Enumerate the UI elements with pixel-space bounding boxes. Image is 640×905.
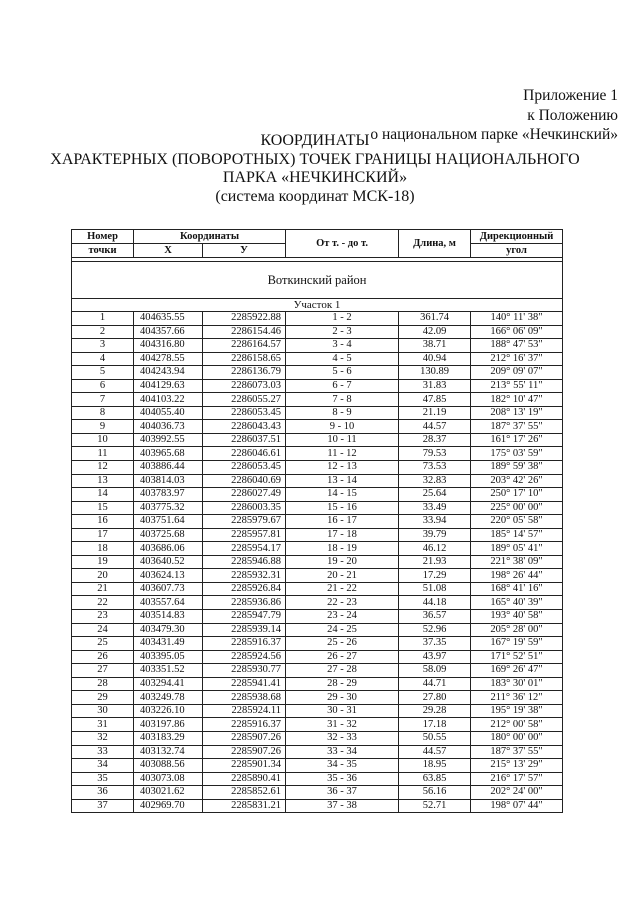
table-row bbox=[72, 569, 563, 583]
title-line-1: КООРДИНАТЫ bbox=[260, 132, 370, 149]
segment-cell: 11 - 12 bbox=[286, 447, 399, 461]
point-number-cell: 2 bbox=[72, 325, 134, 339]
segment-cell: 6 - 7 bbox=[286, 379, 399, 393]
direction-angle-cell: 171° 52' 51" bbox=[471, 650, 563, 664]
point-number-cell: 9 bbox=[72, 420, 134, 434]
coord-y-cell: 2285926.84 bbox=[203, 582, 286, 596]
coord-x-cell: 403088.56 bbox=[134, 759, 203, 773]
coord-x-cell: 404243.94 bbox=[134, 366, 203, 380]
table-row bbox=[72, 691, 563, 705]
direction-angle-cell: 202° 24' 00" bbox=[471, 786, 563, 800]
appendix-line-3: о национальном парке «Нечкинский» bbox=[370, 126, 618, 143]
point-number-cell: 37 bbox=[72, 799, 134, 813]
point-number-cell: 11 bbox=[72, 447, 134, 461]
table-row bbox=[72, 325, 563, 339]
point-number-cell: 24 bbox=[72, 623, 134, 637]
length-cell: 58.09 bbox=[399, 664, 471, 678]
table-row bbox=[72, 488, 563, 502]
section-row: Участок 1 bbox=[72, 299, 563, 312]
direction-angle-cell: 193° 40' 58" bbox=[471, 610, 563, 624]
coord-y-cell: 2286046.61 bbox=[203, 447, 286, 461]
segment-cell: 23 - 24 bbox=[286, 610, 399, 624]
table-row bbox=[72, 447, 563, 461]
segment-cell: 34 - 35 bbox=[286, 759, 399, 773]
table-row bbox=[72, 515, 563, 529]
segment-cell: 7 - 8 bbox=[286, 393, 399, 407]
segment-cell: 18 - 19 bbox=[286, 542, 399, 556]
segment-cell: 8 - 9 bbox=[286, 406, 399, 420]
length-cell: 29.28 bbox=[399, 704, 471, 718]
direction-angle-cell: 166° 06' 09" bbox=[471, 325, 563, 339]
segment-cell: 22 - 23 bbox=[286, 596, 399, 610]
table-row bbox=[72, 799, 563, 813]
direction-angle-cell: 221° 38' 09" bbox=[471, 555, 563, 569]
length-cell: 63.85 bbox=[399, 772, 471, 786]
segment-cell: 3 - 4 bbox=[286, 339, 399, 353]
coord-y-cell: 2285922.88 bbox=[203, 312, 286, 326]
coord-y-cell: 2285938.68 bbox=[203, 691, 286, 705]
length-cell: 21.93 bbox=[399, 555, 471, 569]
length-cell: 130.89 bbox=[399, 366, 471, 380]
segment-cell: 14 - 15 bbox=[286, 488, 399, 502]
length-cell: 44.71 bbox=[399, 677, 471, 691]
coord-y-cell: 2286053.45 bbox=[203, 406, 286, 420]
coord-y-cell: 2285930.77 bbox=[203, 664, 286, 678]
direction-angle-cell: 195° 19' 38" bbox=[471, 704, 563, 718]
segment-cell: 27 - 28 bbox=[286, 664, 399, 678]
length-cell: 39.79 bbox=[399, 528, 471, 542]
length-cell: 52.71 bbox=[399, 799, 471, 813]
direction-angle-cell: 216° 17' 57" bbox=[471, 772, 563, 786]
direction-angle-cell: 198° 26' 44" bbox=[471, 569, 563, 583]
segment-cell: 1 - 2 bbox=[286, 312, 399, 326]
segment-cell: 30 - 31 bbox=[286, 704, 399, 718]
segment-cell: 17 - 18 bbox=[286, 528, 399, 542]
table-row bbox=[72, 379, 563, 393]
table-row bbox=[72, 582, 563, 596]
coord-y-cell: 2285941.41 bbox=[203, 677, 286, 691]
length-cell: 33.94 bbox=[399, 515, 471, 529]
point-number-cell: 17 bbox=[72, 528, 134, 542]
direction-angle-cell: 140° 11' 38" bbox=[471, 312, 563, 326]
segment-cell: 35 - 36 bbox=[286, 772, 399, 786]
length-cell: 17.29 bbox=[399, 569, 471, 583]
coord-y-cell: 2285901.34 bbox=[203, 759, 286, 773]
table-row bbox=[72, 745, 563, 759]
coord-y-cell: 2286164.57 bbox=[203, 339, 286, 353]
coord-y-cell: 2286154.46 bbox=[203, 325, 286, 339]
coord-x-cell: 403073.08 bbox=[134, 772, 203, 786]
table-row bbox=[72, 623, 563, 637]
segment-cell: 5 - 6 bbox=[286, 366, 399, 380]
coord-x-cell: 403514.83 bbox=[134, 610, 203, 624]
length-cell: 361.74 bbox=[399, 312, 471, 326]
length-cell: 36.57 bbox=[399, 610, 471, 624]
coord-x-cell: 403557.64 bbox=[134, 596, 203, 610]
coord-x-cell: 404055.40 bbox=[134, 406, 203, 420]
coord-y-cell: 2286003.35 bbox=[203, 501, 286, 515]
table-row bbox=[72, 461, 563, 475]
point-number-cell: 34 bbox=[72, 759, 134, 773]
coord-y-cell: 2285916.37 bbox=[203, 718, 286, 732]
segment-cell: 36 - 37 bbox=[286, 786, 399, 800]
point-number-cell: 36 bbox=[72, 786, 134, 800]
coord-y-cell: 2285924.11 bbox=[203, 704, 286, 718]
point-number-cell: 3 bbox=[72, 339, 134, 353]
header-angle-top: Дирекционный bbox=[471, 230, 563, 244]
coord-x-cell: 404316.80 bbox=[134, 339, 203, 353]
segment-cell: 25 - 26 bbox=[286, 637, 399, 651]
segment-cell: 2 - 3 bbox=[286, 325, 399, 339]
coord-x-cell: 403725.68 bbox=[134, 528, 203, 542]
header-x: X bbox=[134, 244, 203, 258]
direction-angle-cell: 198° 07' 44" bbox=[471, 799, 563, 813]
title-line-2: ХАРАКТЕРНЫХ (ПОВОРОТНЫХ) ТОЧЕК ГРАНИЦЫ НАЦИОНАЛЬНОГО bbox=[50, 150, 580, 168]
document-title bbox=[0, 132, 630, 206]
coord-x-cell: 403686.06 bbox=[134, 542, 203, 556]
table-row bbox=[72, 596, 563, 610]
coord-y-cell: 2285957.81 bbox=[203, 528, 286, 542]
coord-y-cell: 2285947.79 bbox=[203, 610, 286, 624]
point-number-cell: 14 bbox=[72, 488, 134, 502]
length-cell: 38.71 bbox=[399, 339, 471, 353]
coord-x-cell: 403992.55 bbox=[134, 433, 203, 447]
coord-x-cell: 403965.68 bbox=[134, 447, 203, 461]
table-row bbox=[72, 610, 563, 624]
point-number-cell: 33 bbox=[72, 745, 134, 759]
point-number-cell: 31 bbox=[72, 718, 134, 732]
header-number-top: Номер bbox=[72, 230, 134, 244]
table-row bbox=[72, 664, 563, 678]
table-row bbox=[72, 718, 563, 732]
segment-cell: 19 - 20 bbox=[286, 555, 399, 569]
direction-angle-cell: 175° 03' 59" bbox=[471, 447, 563, 461]
coord-y-cell: 2285939.14 bbox=[203, 623, 286, 637]
point-number-cell: 7 bbox=[72, 393, 134, 407]
coord-x-cell: 403021.62 bbox=[134, 786, 203, 800]
length-cell: 44.57 bbox=[399, 745, 471, 759]
coord-y-cell: 2286040.69 bbox=[203, 474, 286, 488]
coord-x-cell: 403431.49 bbox=[134, 637, 203, 651]
coord-x-cell: 403607.73 bbox=[134, 582, 203, 596]
table-row bbox=[72, 677, 563, 691]
direction-angle-cell: 161° 17' 26" bbox=[471, 433, 563, 447]
length-cell: 21.19 bbox=[399, 406, 471, 420]
coord-x-cell: 403886.44 bbox=[134, 461, 203, 475]
coord-y-cell: 2286158.65 bbox=[203, 352, 286, 366]
coord-x-cell: 404278.55 bbox=[134, 352, 203, 366]
coord-y-cell: 2285890.41 bbox=[203, 772, 286, 786]
title-line-4: (система координат МСК-18) bbox=[215, 187, 415, 205]
coord-x-cell: 403294.41 bbox=[134, 677, 203, 691]
segment-cell: 26 - 27 bbox=[286, 650, 399, 664]
length-cell: 52.96 bbox=[399, 623, 471, 637]
header-length: Длина, м bbox=[399, 230, 471, 258]
coord-y-cell: 2286073.03 bbox=[203, 379, 286, 393]
district-row: Воткинский район bbox=[72, 262, 563, 299]
coord-x-cell: 404129.63 bbox=[134, 379, 203, 393]
direction-angle-cell: 185° 14' 57" bbox=[471, 528, 563, 542]
segment-cell: 29 - 30 bbox=[286, 691, 399, 705]
table-row bbox=[72, 759, 563, 773]
direction-angle-cell: 187° 37' 55" bbox=[471, 420, 563, 434]
table-row bbox=[72, 474, 563, 488]
coord-x-cell: 403814.03 bbox=[134, 474, 203, 488]
point-number-cell: 15 bbox=[72, 501, 134, 515]
table-row bbox=[72, 352, 563, 366]
length-cell: 33.49 bbox=[399, 501, 471, 515]
length-cell: 47.85 bbox=[399, 393, 471, 407]
segment-cell: 32 - 33 bbox=[286, 731, 399, 745]
segment-cell: 15 - 16 bbox=[286, 501, 399, 515]
direction-angle-cell: 180° 00' 00" bbox=[471, 731, 563, 745]
table-row bbox=[72, 420, 563, 434]
length-cell: 27.80 bbox=[399, 691, 471, 705]
point-number-cell: 21 bbox=[72, 582, 134, 596]
table-row bbox=[72, 312, 563, 326]
length-cell: 50.55 bbox=[399, 731, 471, 745]
coordinates-table bbox=[71, 229, 563, 813]
point-number-cell: 29 bbox=[72, 691, 134, 705]
segment-cell: 4 - 5 bbox=[286, 352, 399, 366]
coord-y-cell: 2285924.56 bbox=[203, 650, 286, 664]
coord-y-cell: 2286055.27 bbox=[203, 393, 286, 407]
table-row bbox=[72, 433, 563, 447]
point-number-cell: 5 bbox=[72, 366, 134, 380]
header-number-bottom: точки bbox=[72, 244, 134, 258]
table-body bbox=[72, 312, 563, 813]
coord-y-cell: 2285954.17 bbox=[203, 542, 286, 556]
header-segment: От т. - до т. bbox=[286, 230, 399, 258]
point-number-cell: 28 bbox=[72, 677, 134, 691]
point-number-cell: 10 bbox=[72, 433, 134, 447]
length-cell: 28.37 bbox=[399, 433, 471, 447]
coord-x-cell: 403249.78 bbox=[134, 691, 203, 705]
length-cell: 40.94 bbox=[399, 352, 471, 366]
coord-x-cell: 403226.10 bbox=[134, 704, 203, 718]
table-row bbox=[72, 406, 563, 420]
direction-angle-cell: 209° 09' 07" bbox=[471, 366, 563, 380]
direction-angle-cell: 220° 05' 58" bbox=[471, 515, 563, 529]
length-cell: 18.95 bbox=[399, 759, 471, 773]
point-number-cell: 35 bbox=[72, 772, 134, 786]
direction-angle-cell: 183° 30' 01" bbox=[471, 677, 563, 691]
table-row bbox=[72, 501, 563, 515]
length-cell: 43.97 bbox=[399, 650, 471, 664]
coord-x-cell: 404103.22 bbox=[134, 393, 203, 407]
table-row bbox=[72, 786, 563, 800]
direction-angle-cell: 208° 13' 19" bbox=[471, 406, 563, 420]
length-cell: 56.16 bbox=[399, 786, 471, 800]
point-number-cell: 23 bbox=[72, 610, 134, 624]
coord-y-cell: 2286043.43 bbox=[203, 420, 286, 434]
segment-cell: 12 - 13 bbox=[286, 461, 399, 475]
header-y: У bbox=[203, 244, 286, 258]
length-cell: 17.18 bbox=[399, 718, 471, 732]
direction-angle-cell: 212° 00' 58" bbox=[471, 718, 563, 732]
coord-y-cell: 2285936.86 bbox=[203, 596, 286, 610]
segment-cell: 31 - 32 bbox=[286, 718, 399, 732]
direction-angle-cell: 167° 19' 59" bbox=[471, 637, 563, 651]
coord-x-cell: 404357.66 bbox=[134, 325, 203, 339]
length-cell: 31.83 bbox=[399, 379, 471, 393]
length-cell: 37.35 bbox=[399, 637, 471, 651]
direction-angle-cell: 215° 13' 29" bbox=[471, 759, 563, 773]
point-number-cell: 25 bbox=[72, 637, 134, 651]
table-row bbox=[72, 704, 563, 718]
table-row bbox=[72, 528, 563, 542]
coord-y-cell: 2286027.49 bbox=[203, 488, 286, 502]
table-row bbox=[72, 650, 563, 664]
coord-y-cell: 2286037.51 bbox=[203, 433, 286, 447]
direction-angle-cell: 187° 37' 55" bbox=[471, 745, 563, 759]
coord-x-cell: 403783.97 bbox=[134, 488, 203, 502]
coord-x-cell: 403751.64 bbox=[134, 515, 203, 529]
length-cell: 44.18 bbox=[399, 596, 471, 610]
direction-angle-cell: 213° 55' 11" bbox=[471, 379, 563, 393]
direction-angle-cell: 189° 59' 38" bbox=[471, 461, 563, 475]
direction-angle-cell: 203° 42' 26" bbox=[471, 474, 563, 488]
direction-angle-cell: 169° 26' 47" bbox=[471, 664, 563, 678]
title-line-3: ПАРКА «НЕЧКИНСКИЙ» bbox=[222, 169, 408, 186]
segment-cell: 10 - 11 bbox=[286, 433, 399, 447]
coord-x-cell: 403479.30 bbox=[134, 623, 203, 637]
length-cell: 51.08 bbox=[399, 582, 471, 596]
point-number-cell: 30 bbox=[72, 704, 134, 718]
point-number-cell: 18 bbox=[72, 542, 134, 556]
direction-angle-cell: 212° 16' 37" bbox=[471, 352, 563, 366]
coord-y-cell: 2285979.67 bbox=[203, 515, 286, 529]
coord-x-cell: 403640.52 bbox=[134, 555, 203, 569]
length-cell: 25.64 bbox=[399, 488, 471, 502]
length-cell: 79.53 bbox=[399, 447, 471, 461]
point-number-cell: 19 bbox=[72, 555, 134, 569]
length-cell: 46.12 bbox=[399, 542, 471, 556]
segment-cell: 16 - 17 bbox=[286, 515, 399, 529]
segment-cell: 33 - 34 bbox=[286, 745, 399, 759]
coord-y-cell: 2286136.79 bbox=[203, 366, 286, 380]
coord-y-cell: 2286053.45 bbox=[203, 461, 286, 475]
coord-y-cell: 2285831.21 bbox=[203, 799, 286, 813]
header-angle-bottom: угол bbox=[471, 244, 563, 258]
point-number-cell: 4 bbox=[72, 352, 134, 366]
coord-x-cell: 402969.70 bbox=[134, 799, 203, 813]
appendix-line-2: к Положению bbox=[527, 106, 618, 124]
point-number-cell: 12 bbox=[72, 461, 134, 475]
coord-x-cell: 404635.55 bbox=[134, 312, 203, 326]
coord-x-cell: 403395.05 bbox=[134, 650, 203, 664]
segment-cell: 21 - 22 bbox=[286, 582, 399, 596]
segment-cell: 28 - 29 bbox=[286, 677, 399, 691]
point-number-cell: 26 bbox=[72, 650, 134, 664]
table-row bbox=[72, 731, 563, 745]
segment-cell: 9 - 10 bbox=[286, 420, 399, 434]
direction-angle-cell: 182° 10' 47" bbox=[471, 393, 563, 407]
direction-angle-cell: 189° 05' 41" bbox=[471, 542, 563, 556]
coord-y-cell: 2285907.26 bbox=[203, 745, 286, 759]
coord-x-cell: 404036.73 bbox=[134, 420, 203, 434]
coord-y-cell: 2285852.61 bbox=[203, 786, 286, 800]
segment-cell: 20 - 21 bbox=[286, 569, 399, 583]
coord-x-cell: 403197.86 bbox=[134, 718, 203, 732]
table-row bbox=[72, 637, 563, 651]
direction-angle-cell: 205° 28' 00" bbox=[471, 623, 563, 637]
point-number-cell: 32 bbox=[72, 731, 134, 745]
point-number-cell: 27 bbox=[72, 664, 134, 678]
direction-angle-cell: 165° 40' 39" bbox=[471, 596, 563, 610]
point-number-cell: 1 bbox=[72, 312, 134, 326]
coord-x-cell: 403775.32 bbox=[134, 501, 203, 515]
direction-angle-cell: 250° 17' 10" bbox=[471, 488, 563, 502]
length-cell: 44.57 bbox=[399, 420, 471, 434]
point-number-cell: 13 bbox=[72, 474, 134, 488]
direction-angle-cell: 225° 00' 00" bbox=[471, 501, 563, 515]
table-row bbox=[72, 772, 563, 786]
appendix-line-1: Приложение 1 bbox=[523, 87, 618, 104]
point-number-cell: 20 bbox=[72, 569, 134, 583]
header-coordinates: Координаты bbox=[134, 230, 286, 244]
point-number-cell: 8 bbox=[72, 406, 134, 420]
point-number-cell: 6 bbox=[72, 379, 134, 393]
direction-angle-cell: 188° 47' 53" bbox=[471, 339, 563, 353]
table-row bbox=[72, 542, 563, 556]
length-cell: 42.09 bbox=[399, 325, 471, 339]
table-row bbox=[72, 393, 563, 407]
table-row bbox=[72, 366, 563, 380]
coord-y-cell: 2285932.31 bbox=[203, 569, 286, 583]
segment-cell: 13 - 14 bbox=[286, 474, 399, 488]
point-number-cell: 16 bbox=[72, 515, 134, 529]
length-cell: 73.53 bbox=[399, 461, 471, 475]
segment-cell: 37 - 38 bbox=[286, 799, 399, 813]
length-cell: 32.83 bbox=[399, 474, 471, 488]
point-number-cell: 22 bbox=[72, 596, 134, 610]
direction-angle-cell: 211° 36' 12" bbox=[471, 691, 563, 705]
coord-x-cell: 403351.52 bbox=[134, 664, 203, 678]
coord-y-cell: 2285916.37 bbox=[203, 637, 286, 651]
segment-cell: 24 - 25 bbox=[286, 623, 399, 637]
coord-y-cell: 2285946.88 bbox=[203, 555, 286, 569]
coord-x-cell: 403132.74 bbox=[134, 745, 203, 759]
coord-x-cell: 403183.29 bbox=[134, 731, 203, 745]
direction-angle-cell: 168° 41' 16" bbox=[471, 582, 563, 596]
coord-x-cell: 403624.13 bbox=[134, 569, 203, 583]
coord-y-cell: 2285907.26 bbox=[203, 731, 286, 745]
table-row bbox=[72, 339, 563, 353]
table-row bbox=[72, 555, 563, 569]
